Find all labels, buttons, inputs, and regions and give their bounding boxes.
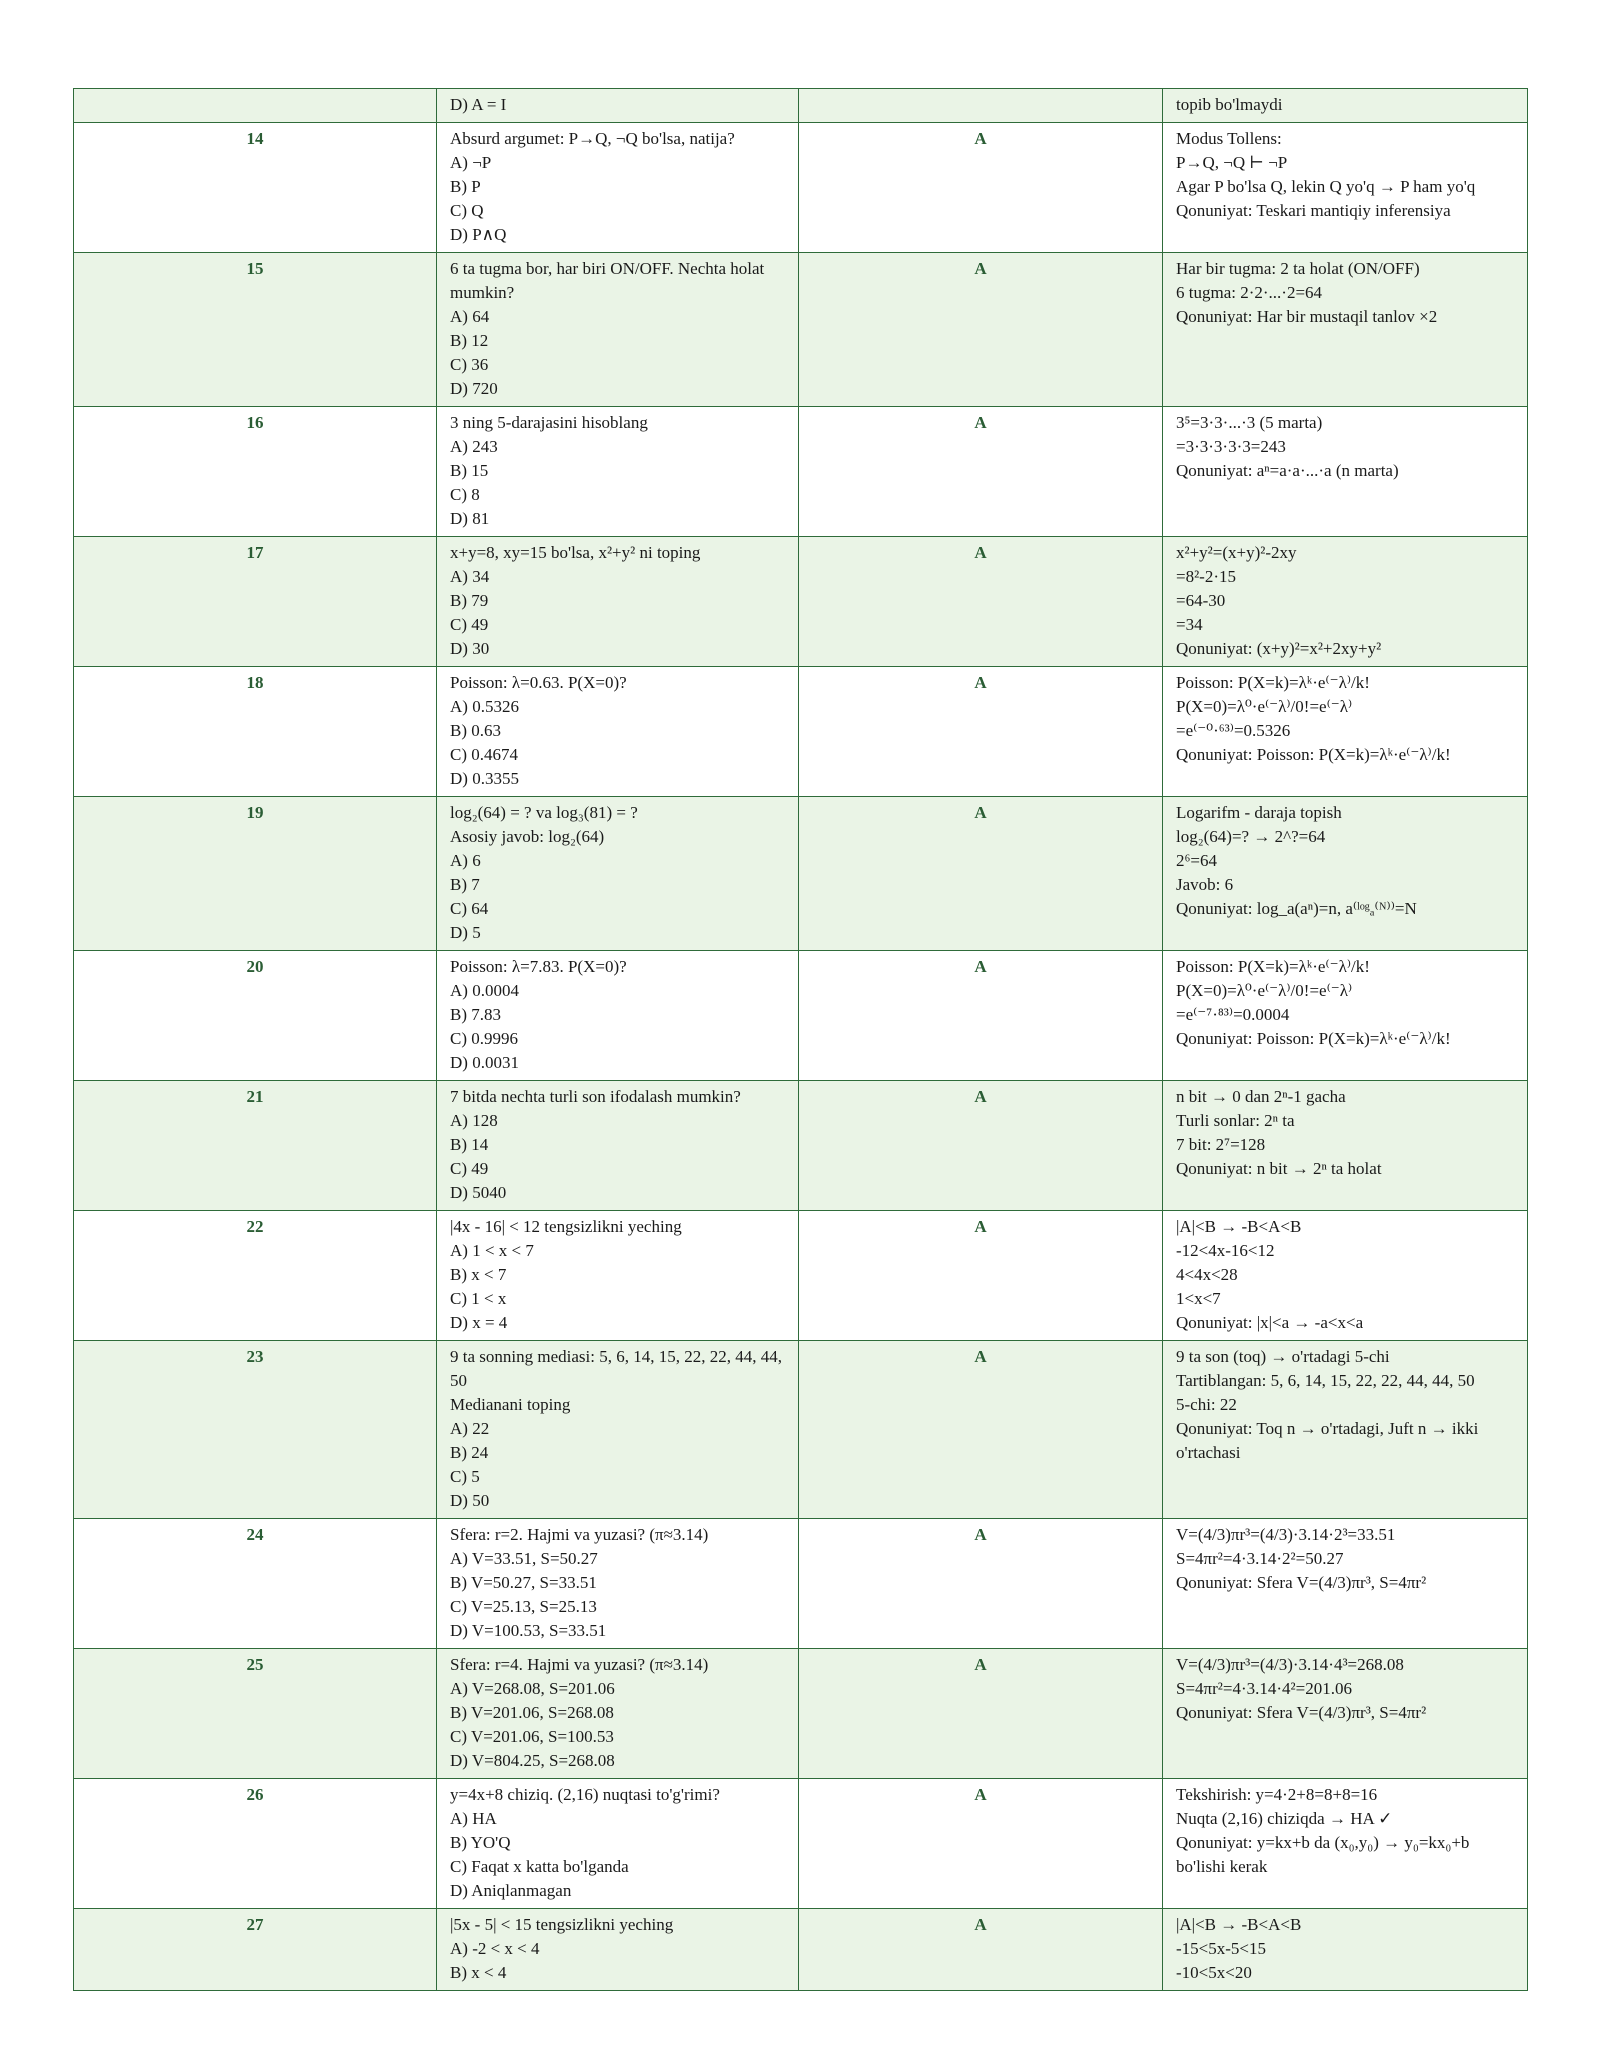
question-line: B) YO'Q — [450, 1833, 511, 1852]
explanation-cell — [1163, 1909, 1528, 1991]
table-row — [74, 1909, 1528, 1991]
explanation-line: S=4πr²=4·3.14·2²=50.27 — [1176, 1549, 1344, 1568]
explanation-line: Qonuniyat: |x|<a → -a<x<a — [1176, 1313, 1364, 1332]
explanation-line: =e⁽⁻⁷·⁸³⁾=0.0004 — [1176, 1005, 1290, 1024]
table-row — [74, 253, 1528, 407]
explanation-cell — [1163, 407, 1528, 537]
question-number: 26 — [74, 1779, 437, 1909]
explanation-line: 1<x<7 — [1176, 1289, 1221, 1308]
question-line: D) 30 — [450, 639, 490, 658]
question-line: B) 79 — [450, 591, 489, 610]
explanation-line: P(X=0)=λ⁰·e⁽⁻λ⁾/0!=e⁽⁻λ⁾ — [1176, 981, 1353, 1000]
table-row — [74, 667, 1528, 797]
question-number: 20 — [74, 951, 437, 1081]
question-line: 6 ta tugma bor, har biri ON/OFF. Nechta holat mumkin? — [450, 259, 769, 302]
answer-cell — [799, 89, 1163, 123]
question-line: D) V=804.25, S=268.08 — [450, 1751, 615, 1770]
question-line: A) 22 — [450, 1419, 490, 1438]
question-number: 14 — [74, 123, 437, 253]
question-line: B) x < 4 — [450, 1963, 507, 1982]
question-line: C) 5 — [450, 1467, 480, 1486]
question-line: Poisson: λ=0.63. P(X=0)? — [450, 673, 627, 692]
explanation-line: Qonuniyat: Sfera V=(4/3)πr³, S=4πr² — [1176, 1573, 1427, 1592]
question-line: Absurd argumet: P→Q, ¬Q bo'lsa, natija? — [450, 129, 735, 148]
question-line: |5x - 5| < 15 tengsizlikni yeching — [450, 1915, 674, 1934]
question-cell — [437, 1081, 799, 1211]
explanation-line: -12<4x-16<12 — [1176, 1241, 1275, 1260]
question-line: B) 15 — [450, 461, 489, 480]
explanation-line: 2⁶=64 — [1176, 851, 1218, 870]
question-line: A) 128 — [450, 1111, 498, 1130]
question-line: C) 1 < x — [450, 1289, 507, 1308]
question-number: 25 — [74, 1649, 437, 1779]
explanation-line: -10<5x<20 — [1176, 1963, 1252, 1982]
question-line: C) V=25.13, S=25.13 — [450, 1597, 597, 1616]
answer-letter: A — [799, 253, 1163, 407]
table-row — [74, 1081, 1528, 1211]
question-line: D) A = I — [450, 95, 507, 114]
question-cell — [437, 951, 799, 1081]
question-line: x+y=8, xy=15 bo'lsa, x²+y² ni toping — [450, 543, 701, 562]
question-line: D) 0.3355 — [450, 769, 519, 788]
question-line: D) 50 — [450, 1491, 490, 1510]
question-line: A) 0.0004 — [450, 981, 519, 1000]
question-line: D) 81 — [450, 509, 490, 528]
explanation-line: =64-30 — [1176, 591, 1226, 610]
question-cell — [437, 1341, 799, 1519]
question-line: C) V=201.06, S=100.53 — [450, 1727, 614, 1746]
explanation-line: Qonuniyat: n bit → 2ⁿ ta holat — [1176, 1159, 1382, 1178]
explanation-line: Qonuniyat: Har bir mustaqil tanlov ×2 — [1176, 307, 1438, 326]
table-row — [74, 407, 1528, 537]
explanation-line: Poisson: P(X=k)=λᵏ·e⁽⁻λ⁾/k! — [1176, 957, 1370, 976]
question-line: Medianani toping — [450, 1395, 571, 1414]
question-line: C) Q — [450, 201, 484, 220]
explanation-line: 4<4x<28 — [1176, 1265, 1238, 1284]
table-row — [74, 1779, 1528, 1909]
question-line: Sfera: r=2. Hajmi va yuzasi? (π≈3.14) — [450, 1525, 709, 1544]
table-row — [74, 1649, 1528, 1779]
explanation-line: 3⁵=3·3·...·3 (5 marta) — [1176, 413, 1323, 432]
question-cell — [437, 1519, 799, 1649]
question-cell — [437, 1649, 799, 1779]
question-line: B) V=201.06, S=268.08 — [450, 1703, 614, 1722]
question-number: 27 — [74, 1909, 437, 1991]
questions-table-body — [74, 89, 1528, 1991]
table-row — [74, 1341, 1528, 1519]
question-line: B) P — [450, 177, 481, 196]
explanation-cell — [1163, 537, 1528, 667]
question-line: C) 0.4674 — [450, 745, 518, 764]
question-line: D) Aniqlanmagan — [450, 1881, 572, 1900]
explanation-line: |A|<B → -B<A<B — [1176, 1915, 1302, 1934]
question-number: 17 — [74, 537, 437, 667]
explanation-line: |A|<B → -B<A<B — [1176, 1217, 1302, 1236]
question-line: Sfera: r=4. Hajmi va yuzasi? (π≈3.14) — [450, 1655, 709, 1674]
explanation-line: 5-chi: 22 — [1176, 1395, 1237, 1414]
answer-letter: A — [799, 667, 1163, 797]
question-line: B) 12 — [450, 331, 489, 350]
question-line: D) V=100.53, S=33.51 — [450, 1621, 607, 1640]
answer-letter: A — [799, 1211, 1163, 1341]
table-row — [74, 123, 1528, 253]
answer-letter: A — [799, 1519, 1163, 1649]
answer-letter: A — [799, 1081, 1163, 1211]
answer-letter: A — [799, 1909, 1163, 1991]
question-line: log₂(64) = ? va log₃(81) = ? — [450, 803, 638, 822]
answer-letter: A — [799, 1779, 1163, 1909]
question-line: A) 0.5326 — [450, 697, 519, 716]
question-line: A) -2 < x < 4 — [450, 1939, 540, 1958]
explanation-line: Tekshirish: y=4·2+8=8+8=16 — [1176, 1785, 1378, 1804]
answer-letter: A — [799, 407, 1163, 537]
question-line: Asosiy javob: log₂(64) — [450, 827, 605, 846]
explanation-line: Qonuniyat: Poisson: P(X=k)=λᵏ·e⁽⁻λ⁾/k! — [1176, 745, 1451, 764]
question-line: D) 0.0031 — [450, 1053, 519, 1072]
explanation-cell — [1163, 951, 1528, 1081]
explanation-cell — [1163, 667, 1528, 797]
question-line: C) 49 — [450, 1159, 489, 1178]
question-cell — [437, 253, 799, 407]
question-line: A) V=268.08, S=201.06 — [450, 1679, 615, 1698]
explanation-line: Turli sonlar: 2ⁿ ta — [1176, 1111, 1295, 1130]
question-number: 24 — [74, 1519, 437, 1649]
question-cell — [437, 123, 799, 253]
question-cell — [437, 1909, 799, 1991]
table-row — [74, 797, 1528, 951]
question-line: C) 36 — [450, 355, 489, 374]
question-line: B) 0.63 — [450, 721, 501, 740]
explanation-line: Poisson: P(X=k)=λᵏ·e⁽⁻λ⁾/k! — [1176, 673, 1370, 692]
answer-letter: A — [799, 951, 1163, 1081]
question-cell — [437, 1779, 799, 1909]
explanation-line: Qonuniyat: Poisson: P(X=k)=λᵏ·e⁽⁻λ⁾/k! — [1176, 1029, 1451, 1048]
explanation-line: 7 bit: 2⁷=128 — [1176, 1135, 1266, 1154]
table-row — [74, 1211, 1528, 1341]
question-line: D) P∧Q — [450, 225, 507, 244]
question-line: A) V=33.51, S=50.27 — [450, 1549, 598, 1568]
explanation-cell — [1163, 1341, 1528, 1519]
explanation-cell — [1163, 1519, 1528, 1649]
explanation-line: -15<5x-5<15 — [1176, 1939, 1266, 1958]
question-line: 3 ning 5-darajasini hisoblang — [450, 413, 648, 432]
question-line: Poisson: λ=7.83. P(X=0)? — [450, 957, 627, 976]
question-line: B) 7.83 — [450, 1005, 501, 1024]
questions-table — [73, 88, 1528, 1991]
question-line: D) 5 — [450, 923, 481, 942]
explanation-line: Agar P bo'lsa Q, lekin Q yo'q → P ham yo'q — [1176, 177, 1476, 196]
question-number: 18 — [74, 667, 437, 797]
number-cell — [74, 89, 437, 123]
question-number: 15 — [74, 253, 437, 407]
question-line: B) 7 — [450, 875, 480, 894]
table-row — [74, 537, 1528, 667]
explanation-line: =8²-2·15 — [1176, 567, 1237, 586]
answer-letter: A — [799, 537, 1163, 667]
question-cell — [437, 667, 799, 797]
question-line: A) 34 — [450, 567, 490, 586]
explanation-line: n bit → 0 dan 2ⁿ-1 gacha — [1176, 1087, 1346, 1106]
explanation-cell — [1163, 253, 1528, 407]
explanation-line: P(X=0)=λ⁰·e⁽⁻λ⁾/0!=e⁽⁻λ⁾ — [1176, 697, 1353, 716]
explanation-line: Qonuniyat: (x+y)²=x²+2xy+y² — [1176, 639, 1382, 658]
question-line: 9 ta sonning mediasi: 5, 6, 14, 15, 22, 22, 44, 44, 50 — [450, 1347, 787, 1390]
explanation-cell — [1163, 797, 1528, 951]
explanation-cell — [1163, 1649, 1528, 1779]
explanation-line: topib bo'lmaydi — [1176, 95, 1283, 114]
question-number: 22 — [74, 1211, 437, 1341]
question-line: C) Faqat x katta bo'lganda — [450, 1857, 629, 1876]
question-line: |4x - 16| < 12 tengsizlikni yeching — [450, 1217, 682, 1236]
question-line: A) 243 — [450, 437, 498, 456]
explanation-line: =34 — [1176, 615, 1203, 634]
question-line: C) 0.9996 — [450, 1029, 518, 1048]
question-line: D) 5040 — [450, 1183, 507, 1202]
question-line: B) V=50.27, S=33.51 — [450, 1573, 597, 1592]
question-line: B) 14 — [450, 1135, 489, 1154]
explanation-cell — [1163, 1211, 1528, 1341]
explanation-line: 9 ta son (toq) → o'rtadagi 5-chi — [1176, 1347, 1390, 1366]
question-cell — [437, 407, 799, 537]
explanation-line: Nuqta (2,16) chiziqda → HA ✓ — [1176, 1809, 1393, 1828]
explanation-line: Qonuniyat: y=kx+b da (x₀,y₀) → y₀=kx₀+b bo'lishi kerak — [1176, 1833, 1474, 1876]
question-line: C) 64 — [450, 899, 489, 918]
question-line: A) HA — [450, 1809, 497, 1828]
answer-letter: A — [799, 1341, 1163, 1519]
explanation-line: V=(4/3)πr³=(4/3)·3.14·4³=268.08 — [1176, 1655, 1404, 1674]
question-line: A) 6 — [450, 851, 481, 870]
question-line: B) x < 7 — [450, 1265, 507, 1284]
question-cell — [437, 797, 799, 951]
table-row-continued — [74, 89, 1528, 123]
explanation-cell — [1163, 1779, 1528, 1909]
explanation-line: Javob: 6 — [1176, 875, 1234, 894]
explanation-line: Qonuniyat: Toq n → o'rtadagi, Juft n → ikki o'rtachasi — [1176, 1419, 1483, 1462]
question-line: A) 1 < x < 7 — [450, 1241, 534, 1260]
question-line: y=4x+8 chiziq. (2,16) nuqtasi to'g'rimi? — [450, 1785, 720, 1804]
question-number: 23 — [74, 1341, 437, 1519]
question-line: A) 64 — [450, 307, 490, 326]
explanation-cell — [1163, 1081, 1528, 1211]
explanation-cell — [1163, 89, 1528, 123]
explanation-line: =3·3·3·3·3=243 — [1176, 437, 1286, 456]
answer-letter: A — [799, 123, 1163, 253]
explanation-line: Qonuniyat: Sfera V=(4/3)πr³, S=4πr² — [1176, 1703, 1427, 1722]
question-number: 21 — [74, 1081, 437, 1211]
question-cell — [437, 537, 799, 667]
explanation-line: Modus Tollens: — [1176, 129, 1282, 148]
explanation-line: Qonuniyat: Teskari mantiqiy inferensiya — [1176, 201, 1451, 220]
explanation-line: =e⁽⁻⁰·⁶³⁾=0.5326 — [1176, 721, 1291, 740]
explanation-line: Qonuniyat: aⁿ=a·a·...·a (n marta) — [1176, 461, 1399, 480]
answer-letter: A — [799, 1649, 1163, 1779]
question-line: D) x = 4 — [450, 1313, 508, 1332]
explanation-line: Har bir tugma: 2 ta holat (ON/OFF) — [1176, 259, 1420, 278]
explanation-line: Qonuniyat: log_a(aⁿ)=n, a⁽ˡᵒᵍₐ⁽ᴺ⁾⁾=N — [1176, 899, 1417, 918]
explanation-line: Tartiblangan: 5, 6, 14, 15, 22, 22, 44, 44, 50 — [1176, 1371, 1475, 1390]
explanation-line: 6 tugma: 2·2·...·2=64 — [1176, 283, 1323, 302]
question-cell — [437, 89, 799, 123]
table-row — [74, 1519, 1528, 1649]
explanation-line: Logarifm - daraja topish — [1176, 803, 1342, 822]
question-line: 7 bitda nechta turli son ifodalash mumkin? — [450, 1087, 741, 1106]
question-line: C) 8 — [450, 485, 480, 504]
question-cell — [437, 1211, 799, 1341]
question-line: B) 24 — [450, 1443, 489, 1462]
table-row — [74, 951, 1528, 1081]
question-line: A) ¬P — [450, 153, 492, 172]
explanation-line: S=4πr²=4·3.14·4²=201.06 — [1176, 1679, 1352, 1698]
explanation-line: x²+y²=(x+y)²-2xy — [1176, 543, 1297, 562]
explanation-line: log₂(64)=? → 2^?=64 — [1176, 827, 1326, 846]
question-line: D) 720 — [450, 379, 498, 398]
question-line: C) 49 — [450, 615, 489, 634]
question-number: 19 — [74, 797, 437, 951]
question-number: 16 — [74, 407, 437, 537]
explanation-cell — [1163, 123, 1528, 253]
explanation-line: P→Q, ¬Q ⊢ ¬P — [1176, 153, 1288, 172]
explanation-line: V=(4/3)πr³=(4/3)·3.14·2³=33.51 — [1176, 1525, 1396, 1544]
answer-letter: A — [799, 797, 1163, 951]
